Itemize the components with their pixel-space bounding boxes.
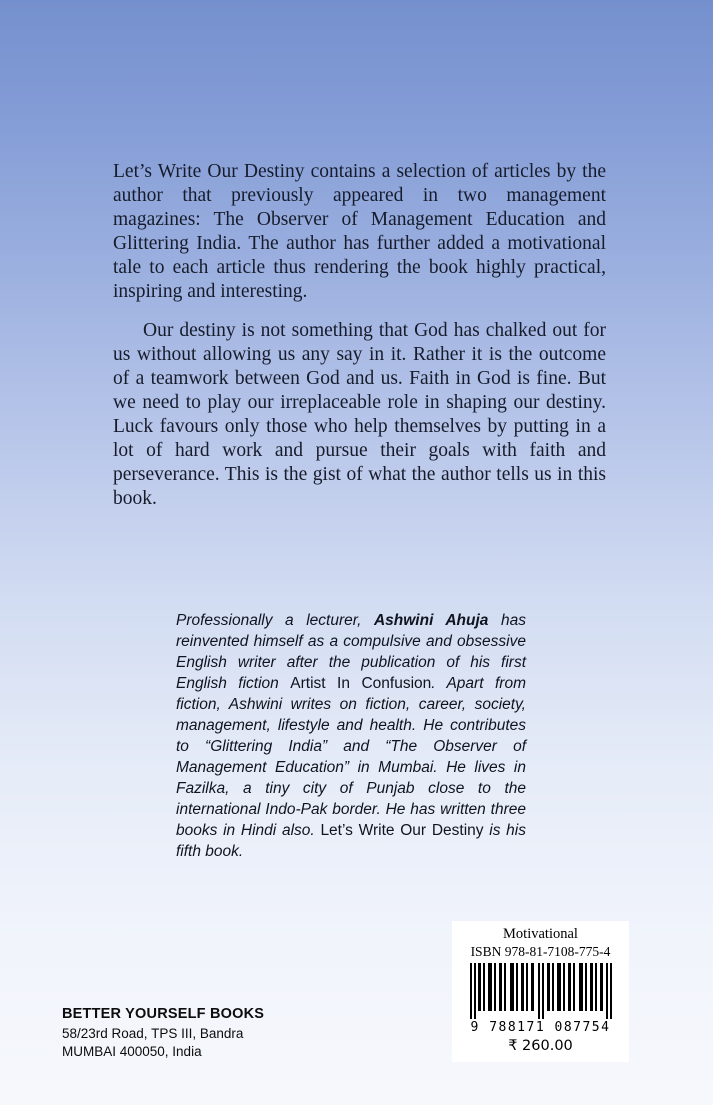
author-bio: Professionally a lecturer, Ashwini Ahuja has reinvented himself as a compulsive and obsessive English writer after the publication of his first English fiction Artist In Confusion. Apart from fiction, Ashwini writes on fiction, career, society, management, lifestyle and health. He contributes to “Glittering India” and “The Observer of Management Education” in Mumbai. He lives in Fazilka, a tiny city of Punjab close to the international Indo-Pak border. He has written three books in Hindi also. Let’s Write Our Destiny is his fifth book. [176,612,526,860]
publisher-address-line-1: 58/23rd Road, TPS III, Bandra [62,1026,244,1041]
isbn-label: ISBN 978-81-7108-775-4 [470,944,611,959]
price-label: ₹ 260.00 [508,1038,573,1054]
barcode-digits: 9 788171 087754 [470,1020,611,1035]
publisher-address-line-2: MUMBAI 400050, India [62,1044,202,1059]
synopsis [113,160,606,511]
barcode-panel [452,921,629,1062]
barcode-icon [466,963,616,1021]
publisher-block [62,1006,264,1061]
synopsis-paragraph-2: Our destiny is not something that God has chalked out for us without allowing us any say in it. Rather it is the outcome of a teamwork between God and us. Faith in God is fine. But we need to play our irreplaceable role in shaping our destiny. Luck favours only those who help themselves by putting in a lot of hard work and pursue their goals with faith and perseverance. This is the gist of what the author tells us in this book. [113,320,606,509]
synopsis-paragraph-1: Let’s Write Our Destiny contains a selection of articles by the author that previously appeared in two management magazines: The Observer of Management Education and Glittering India. The author has further added a motivational tale to each article thus rendering the book highly practical, inspiring and interesting. [113,161,606,302]
publisher-name: BETTER YOURSELF BOOKS [62,1006,265,1022]
category-label: Motivational [503,926,578,942]
